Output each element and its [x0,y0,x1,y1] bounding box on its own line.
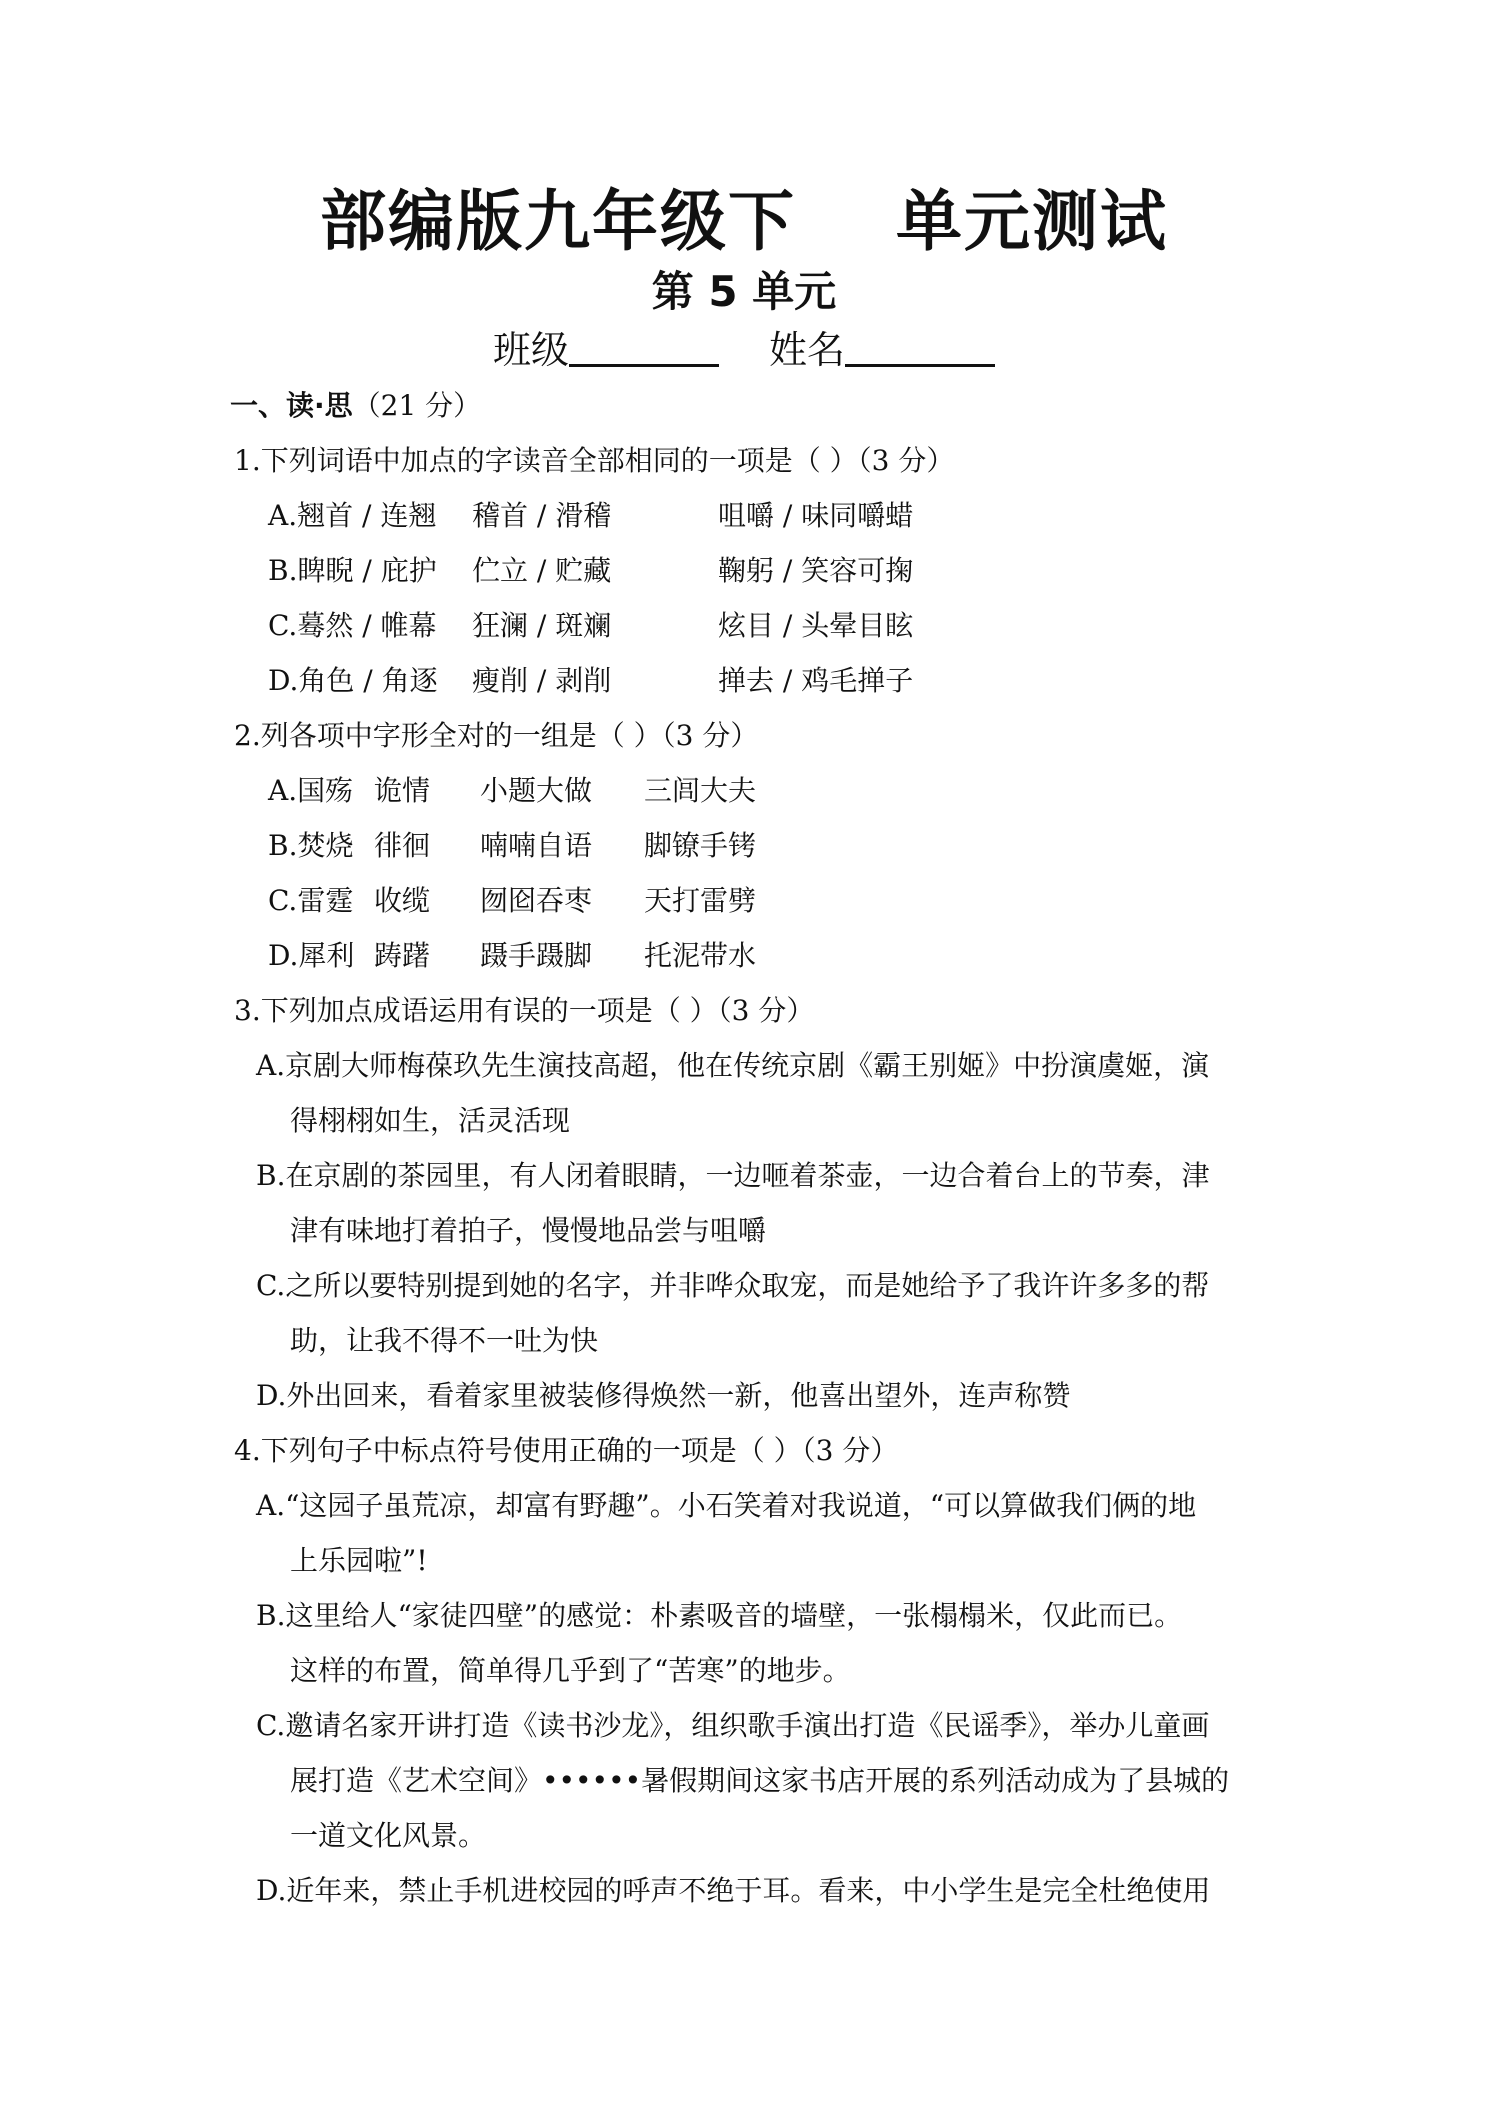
option-cell: 炫目 / 头晕目眩 [718,609,914,642]
question-2-option-b [268,826,756,866]
option-cell: 蹑手蹑脚 [480,939,593,972]
question-3-option-d-line1: D.外出回来，看着家里被装修得焕然一新，他喜出望外，连声称赞 [256,1379,1071,1412]
question-2-stem: 2.列各项中字形全对的一组是（ ）（3 分） [234,719,759,752]
question-4-option-c-line1: C.邀请名家开讲打造《读书沙龙》，组织歌手演出打造《民谣季》，举办儿童画 [256,1709,1210,1742]
option-cell: 稽首 / 滑稽 [472,499,612,532]
option-cell: C.蓦然 / 帷幕 [268,609,437,642]
question-4-option-a-line1: A.“这园子虽荒凉，却富有野趣”。小石笑着对我说道，“可以算做我们俩的地 [256,1489,1197,1522]
option-cell: 收缆 [374,884,431,917]
question-3-option-a-line1: A.京剧大师梅葆玖先生演技高超，他在传统京剧《霸王别姬》中扮演虞姬，演 [256,1049,1210,1082]
question-1-option-b [268,551,913,591]
class-label: 班级 [492,328,569,372]
section-heading [230,386,481,426]
section-score: （21 分） [352,389,482,422]
option-cell: 天打雷劈 [644,884,757,917]
option-cell: 三闾大夫 [644,774,757,807]
question-2-option-a [268,771,756,811]
question-3-option-a-line2: 得栩栩如生，活灵活现 [290,1104,571,1137]
question-4-stem: 4.下列句子中标点符号使用正确的一项是（ ）（3 分） [234,1434,899,1467]
option-cell: 踌躇 [374,939,431,972]
question-4-option-d-line1: D.近年来，禁止手机进校园的呼声不绝于耳。看来，中小学生是完全杜绝使用 [256,1874,1211,1907]
question-3-option-c-line2: 助，让我不得不一吐为快 [290,1324,599,1357]
question-4-option-b-line1: B.这里给人“家徒四壁”的感觉：朴素吸音的墙壁，一张榻榻米，仅此而已。 [256,1599,1183,1632]
option-cell: 喃喃自语 [480,829,593,862]
question-4-option-b-line2: 这样的布置，简单得几乎到了“苦寒”的地步。 [290,1654,851,1687]
question-3-option-c-line1: C.之所以要特别提到她的名字，并非哗众取宠，而是她给予了我许许多多的帮 [256,1269,1210,1302]
option-cell: 咀嚼 / 味同嚼蜡 [718,499,914,532]
option-cell: 托泥带水 [644,939,757,972]
option-cell: 徘徊 [374,829,431,862]
option-cell: 囫囵吞枣 [480,884,593,917]
option-cell: 鞠躬 / 笑容可掬 [718,554,914,587]
option-cell: D.犀利 [268,939,355,972]
option-cell: 掸去 / 鸡毛掸子 [718,664,914,697]
option-cell: B.睥睨 / 庇护 [268,554,437,587]
option-cell: 瘦削 / 剥削 [472,664,612,697]
question-2-option-d [268,936,756,976]
question-4-option-a-line2: 上乐园啦”! [290,1544,428,1577]
option-cell: 诡情 [374,774,431,807]
option-cell: D.角色 / 角逐 [268,664,438,697]
name-blank[interactable] [845,324,995,367]
option-cell: C.雷霆 [268,884,354,917]
question-1-option-c [268,606,913,646]
option-cell: 狂澜 / 斑斓 [472,609,612,642]
option-cell: A.翘首 / 连翘 [268,499,437,532]
section-title: 一、读·思 [230,389,353,422]
question-4-option-c-line2: 展打造《艺术空间》••••••暑假期间这家书店开展的系列活动成为了县城的 [290,1764,1230,1797]
class-blank[interactable] [569,324,719,367]
option-cell: B.焚烧 [268,829,354,862]
question-1-option-d [268,661,913,701]
question-3-stem: 3.下列加点成语运用有误的一项是（ ）（3 分） [234,994,815,1027]
option-cell: 脚镣手铐 [644,829,757,862]
question-1-option-a [268,496,913,536]
unit-subtitle: 第 5 单元 [651,267,837,316]
option-cell: A.国殇 [268,774,354,807]
page-title: 部编版九年级下 单元测试 [320,183,1168,260]
question-4-option-c-line3: 一道文化风景。 [290,1819,487,1852]
question-1-stem: 1.下列词语中加点的字读音全部相同的一项是（ ）（3 分） [234,444,955,477]
question-3-option-b-line2: 津有味地打着拍子，慢慢地品尝与咀嚼 [290,1214,767,1247]
student-info-line [0,322,1488,378]
option-cell: 小题大做 [480,774,593,807]
question-3-option-b-line1: B.在京剧的茶园里，有人闭着眼睛，一边咂着茶壶，一边合着台上的节奏，津 [256,1159,1210,1192]
name-label: 姓名 [769,328,846,372]
option-cell: 伫立 / 贮藏 [472,554,612,587]
question-2-option-c [268,881,756,921]
